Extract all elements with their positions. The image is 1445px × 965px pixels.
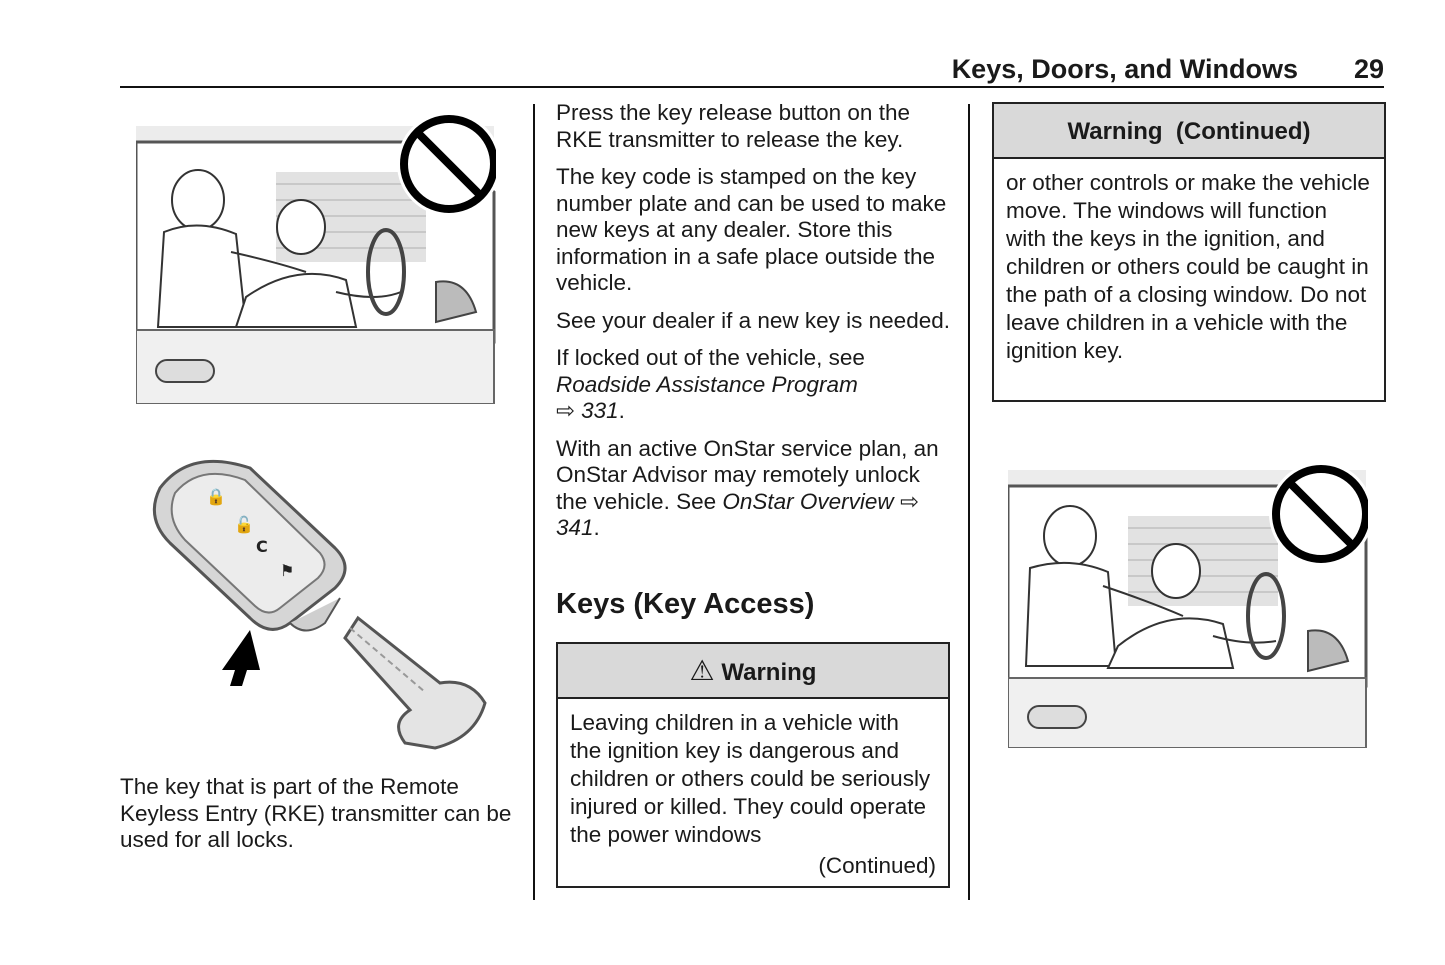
keys-key-access-heading: Keys (Key Access) [556, 588, 815, 620]
locked-out-paragraph: If locked out of the vehicle, see Roadside Assistance Program ⇨ 331. [556, 345, 865, 423]
children-in-car-illustration-2 [1008, 456, 1368, 748]
roadside-assistance-link[interactable]: Roadside Assistance Program [556, 371, 858, 397]
warning-triangle-icon: ⚠ [689, 655, 715, 686]
warning-continued-label: (Continued) [818, 853, 936, 878]
key-code-paragraph: The key code is stamped on the key number plate and can be used to make new keys at any dealer. Store this information in a safe place outside the vehicle. [556, 164, 947, 295]
left-column [120, 774, 520, 865]
warning-continued-body: or other controls or make the vehicle move. The windows will function with the keys in the ignition, and children or others could be caught in the path of a closing window. Do not leave children in a vehicle with the ignition key. [1006, 170, 1370, 363]
page-ref-arrow-icon: ⇨ [899, 488, 919, 514]
warning-title-bar [558, 644, 948, 699]
lock-icon: 🔒 [206, 487, 226, 506]
onstar-overview-link[interactable]: OnStar Overview [722, 488, 894, 514]
key-fob-illustration [140, 448, 490, 758]
warning-title: Warning [721, 659, 817, 686]
remote-start-icon: C [256, 537, 268, 556]
rke-key-caption: The key that is part of the Remote Keyless Entry (RKE) transmitter can be used for all locks. [120, 774, 512, 852]
warning-body: Leaving children in a vehicle with the ignition key is dangerous and children or others could be seriously injured or killed. They could operate the power windows [570, 710, 931, 847]
page-header [120, 52, 1384, 88]
children-in-car-illustration [136, 112, 496, 404]
warning-continued-box [992, 102, 1386, 402]
column-divider-right [968, 104, 970, 900]
page-ref-arrow-icon: ⇨ [556, 398, 575, 423]
warning-box [556, 642, 950, 888]
key-release-paragraph: Press the key release button on the RKE transmitter to release the key. [556, 100, 910, 152]
section-title: Keys, Doors, and Windows [951, 54, 1298, 84]
panic-icon: ⚑ [280, 561, 295, 580]
onstar-paragraph: With an active OnStar service plan, an OnStar Advisor may remotely unlock the vehicle. See OnStar Overview ⇨ 341. [556, 435, 939, 540]
warning-continued-title: Warning (Continued) [994, 104, 1384, 159]
column-divider-left [533, 104, 535, 900]
page-number: 29 [1353, 54, 1384, 84]
unlock-icon: 🔓 [234, 515, 254, 534]
page-ref-331[interactable]: 331 [581, 398, 619, 423]
page-ref-341[interactable]: 341 [556, 515, 594, 540]
middle-column [556, 100, 951, 553]
new-key-paragraph: See your dealer if a new key is needed. [556, 307, 950, 333]
